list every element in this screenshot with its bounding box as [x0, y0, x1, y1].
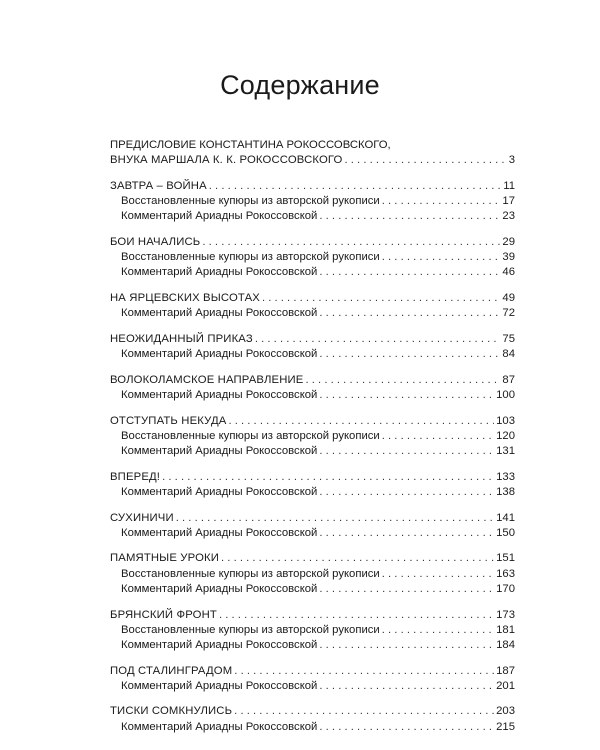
page-number: 17 — [502, 195, 515, 208]
toc-entry-chapter[interactable] — [110, 235, 515, 250]
page-number: 141 — [496, 511, 515, 524]
subsection-title: Комментарий Ариадны Рокоссовской — [121, 307, 318, 320]
toc-group-chapter — [110, 414, 515, 460]
toc-entry-chapter[interactable] — [110, 332, 515, 347]
toc-entry-preface[interactable] — [110, 153, 515, 168]
dot-leader — [228, 414, 494, 429]
page-number: 215 — [496, 720, 515, 733]
toc-group-chapter — [110, 704, 515, 734]
dot-leader — [319, 347, 500, 362]
toc-entry-chapter[interactable] — [110, 179, 515, 194]
chapter-title: ВПЕРЕД! — [110, 470, 161, 483]
dot-leader — [262, 291, 500, 306]
dot-leader — [319, 582, 494, 597]
toc-group-chapter — [110, 373, 515, 403]
subsection-title: Восстановленные купюры из авторской рукописи — [121, 251, 380, 264]
dot-leader — [221, 551, 494, 566]
toc-entry-chapter[interactable] — [110, 470, 515, 485]
page-number: 187 — [496, 664, 515, 677]
dot-leader — [382, 623, 494, 638]
toc-entry-chapter[interactable] — [110, 511, 515, 526]
toc-group-chapter — [110, 511, 515, 541]
dot-leader — [345, 153, 507, 168]
chapter-title: СУХИНИЧИ — [110, 511, 174, 524]
toc-entry-subsection[interactable] — [110, 638, 515, 653]
dot-leader — [319, 444, 494, 459]
dot-leader — [319, 388, 494, 403]
dot-leader — [319, 720, 494, 735]
page-number: 181 — [496, 623, 515, 636]
page-number: 39 — [502, 251, 515, 264]
toc-entry-chapter[interactable] — [110, 608, 515, 623]
subsection-title: Комментарий Ариадны Рокоссовской — [121, 485, 318, 498]
page-number: 23 — [502, 210, 515, 223]
page-number: 203 — [496, 705, 515, 718]
subsection-title: Комментарий Ариадны Рокоссовской — [121, 526, 318, 539]
toc-entry-chapter[interactable] — [110, 704, 515, 719]
chapter-title: НА ЯРЦЕВСКИХ ВЫСОТАХ — [110, 292, 260, 304]
subsection-title: Комментарий Ариадны Рокоссовской — [121, 348, 318, 361]
toc-group-chapter — [110, 291, 515, 321]
subsection-title: Комментарий Ариадны Рокоссовской — [121, 582, 318, 595]
chapter-title: БОИ НАЧАЛИСЬ — [110, 235, 201, 248]
subsection-title: Комментарий Ариадны Рокоссовской — [121, 210, 318, 223]
dot-leader — [319, 306, 500, 321]
page-number: 173 — [496, 608, 515, 621]
toc-entry-subsection[interactable] — [110, 250, 515, 265]
dot-leader — [162, 470, 494, 485]
dot-leader — [382, 194, 501, 209]
chapter-title: БРЯНСКИЙ ФРОНТ — [110, 608, 217, 621]
page-number: 49 — [502, 292, 515, 304]
toc-entry-subsection[interactable] — [110, 567, 515, 582]
subsection-title: Комментарий Ариадны Рокоссовской — [121, 266, 318, 279]
toc-entry-subsection[interactable] — [110, 194, 515, 209]
subsection-title: Комментарий Ариадны Рокоссовской — [121, 720, 318, 733]
toc-entry-chapter[interactable] — [110, 414, 515, 429]
toc-entry-subsection[interactable] — [110, 388, 515, 403]
dot-leader — [319, 485, 494, 500]
toc-group-chapter — [110, 470, 515, 500]
page-number: 170 — [496, 582, 515, 595]
toc-group-chapter — [110, 664, 515, 694]
page-number: 163 — [496, 567, 515, 580]
subsection-title: Восстановленные купюры из авторской рукописи — [121, 195, 380, 208]
subsection-title: Комментарий Ариадны Рокоссовской — [121, 445, 318, 457]
preface-title-line2: ВНУКА МАРШАЛА К. К. РОКОССОВСКОГО — [110, 154, 343, 167]
dot-leader — [209, 179, 501, 194]
page-number: 131 — [496, 445, 515, 457]
toc-group-preface — [110, 138, 515, 168]
toc-group-chapter — [110, 235, 515, 281]
toc-group-chapter — [110, 551, 515, 597]
toc-entry-subsection[interactable] — [110, 582, 515, 597]
page-number: 150 — [496, 526, 515, 539]
chapter-title: НЕОЖИДАННЫЙ ПРИКАЗ — [110, 332, 253, 345]
toc-entry-subsection[interactable] — [110, 347, 515, 362]
toc-entry-subsection[interactable] — [110, 526, 515, 541]
dot-leader — [319, 638, 494, 653]
toc-group-chapter — [110, 608, 515, 654]
subsection-title: Восстановленные купюры из авторской рукописи — [121, 623, 380, 636]
page-number: 184 — [496, 638, 515, 651]
toc-entry-subsection[interactable] — [110, 444, 515, 459]
toc-entry-subsection[interactable] — [110, 679, 515, 694]
chapter-title: ТИСКИ СОМКНУЛИСЬ — [110, 705, 233, 718]
page-number: 11 — [503, 179, 515, 192]
subsection-title: Восстановленные купюры из авторской рукописи — [121, 567, 380, 580]
dot-leader — [319, 265, 500, 280]
page-number: 87 — [502, 373, 515, 386]
page-number: 138 — [496, 485, 515, 498]
dot-leader — [202, 235, 500, 250]
toc-group-chapter — [110, 179, 515, 225]
dot-leader — [382, 567, 494, 582]
subsection-title: Комментарий Ариадны Рокоссовской — [121, 388, 318, 401]
toc-entry-chapter[interactable] — [110, 664, 515, 679]
page-number: 120 — [496, 429, 515, 442]
dot-leader — [319, 526, 494, 541]
dot-leader — [382, 429, 494, 444]
page-number: 133 — [496, 470, 515, 483]
dot-leader — [219, 608, 494, 623]
subsection-title: Комментарий Ариадны Рокоссовской — [121, 679, 318, 692]
dot-leader — [255, 332, 501, 347]
chapter-title: ПАМЯТНЫЕ УРОКИ — [110, 552, 220, 565]
page-number: 75 — [502, 332, 515, 345]
dot-leader — [234, 664, 494, 679]
dot-leader — [234, 704, 494, 719]
dot-leader — [382, 250, 501, 265]
chapter-title: ОТСТУПАТЬ НЕКУДА — [110, 414, 227, 427]
toc-entry-subsection[interactable] — [110, 720, 515, 735]
toc-entry-subsection[interactable] — [110, 485, 515, 500]
preface-title-line1[interactable]: ПРЕДИСЛОВИЕ КОНСТАНТИНА РОКОССОВСКОГО, — [110, 139, 391, 151]
toc-entry-chapter[interactable] — [110, 551, 515, 566]
chapter-title: ЗАВТРА – ВОЙНА — [110, 179, 207, 192]
toc-group-chapter — [110, 332, 515, 362]
toc-entry-subsection[interactable] — [110, 209, 515, 224]
dot-leader — [176, 511, 494, 526]
toc-entry-subsection[interactable] — [110, 306, 515, 321]
chapter-title: ВОЛОКОЛАМСКОЕ НАПРАВЛЕНИЕ — [110, 373, 304, 386]
page-title: Содержание — [220, 70, 380, 100]
page-number: 3 — [508, 154, 515, 167]
table-of-contents — [110, 138, 515, 745]
page-number: 46 — [502, 266, 515, 279]
page-number: 103 — [496, 414, 515, 427]
page-number: 29 — [502, 235, 515, 248]
subsection-title: Восстановленные купюры из авторской рукописи — [121, 429, 380, 442]
page-number: 100 — [496, 388, 515, 401]
toc-entry-subsection[interactable] — [110, 265, 515, 280]
toc-entry-chapter[interactable] — [110, 373, 515, 388]
page-number: 201 — [496, 679, 515, 692]
page-number: 72 — [502, 307, 515, 320]
page-number: 84 — [502, 348, 515, 361]
subsection-title: Комментарий Ариадны Рокоссовской — [121, 638, 318, 651]
toc-entry-subsection[interactable] — [110, 623, 515, 638]
page-number: 151 — [496, 552, 515, 565]
dot-leader — [306, 373, 501, 388]
toc-entry-chapter[interactable] — [110, 291, 515, 306]
dot-leader — [319, 209, 500, 224]
toc-entry-subsection[interactable] — [110, 429, 515, 444]
dot-leader — [319, 679, 494, 694]
chapter-title: ПОД СТАЛИНГРАДОМ — [110, 664, 233, 677]
